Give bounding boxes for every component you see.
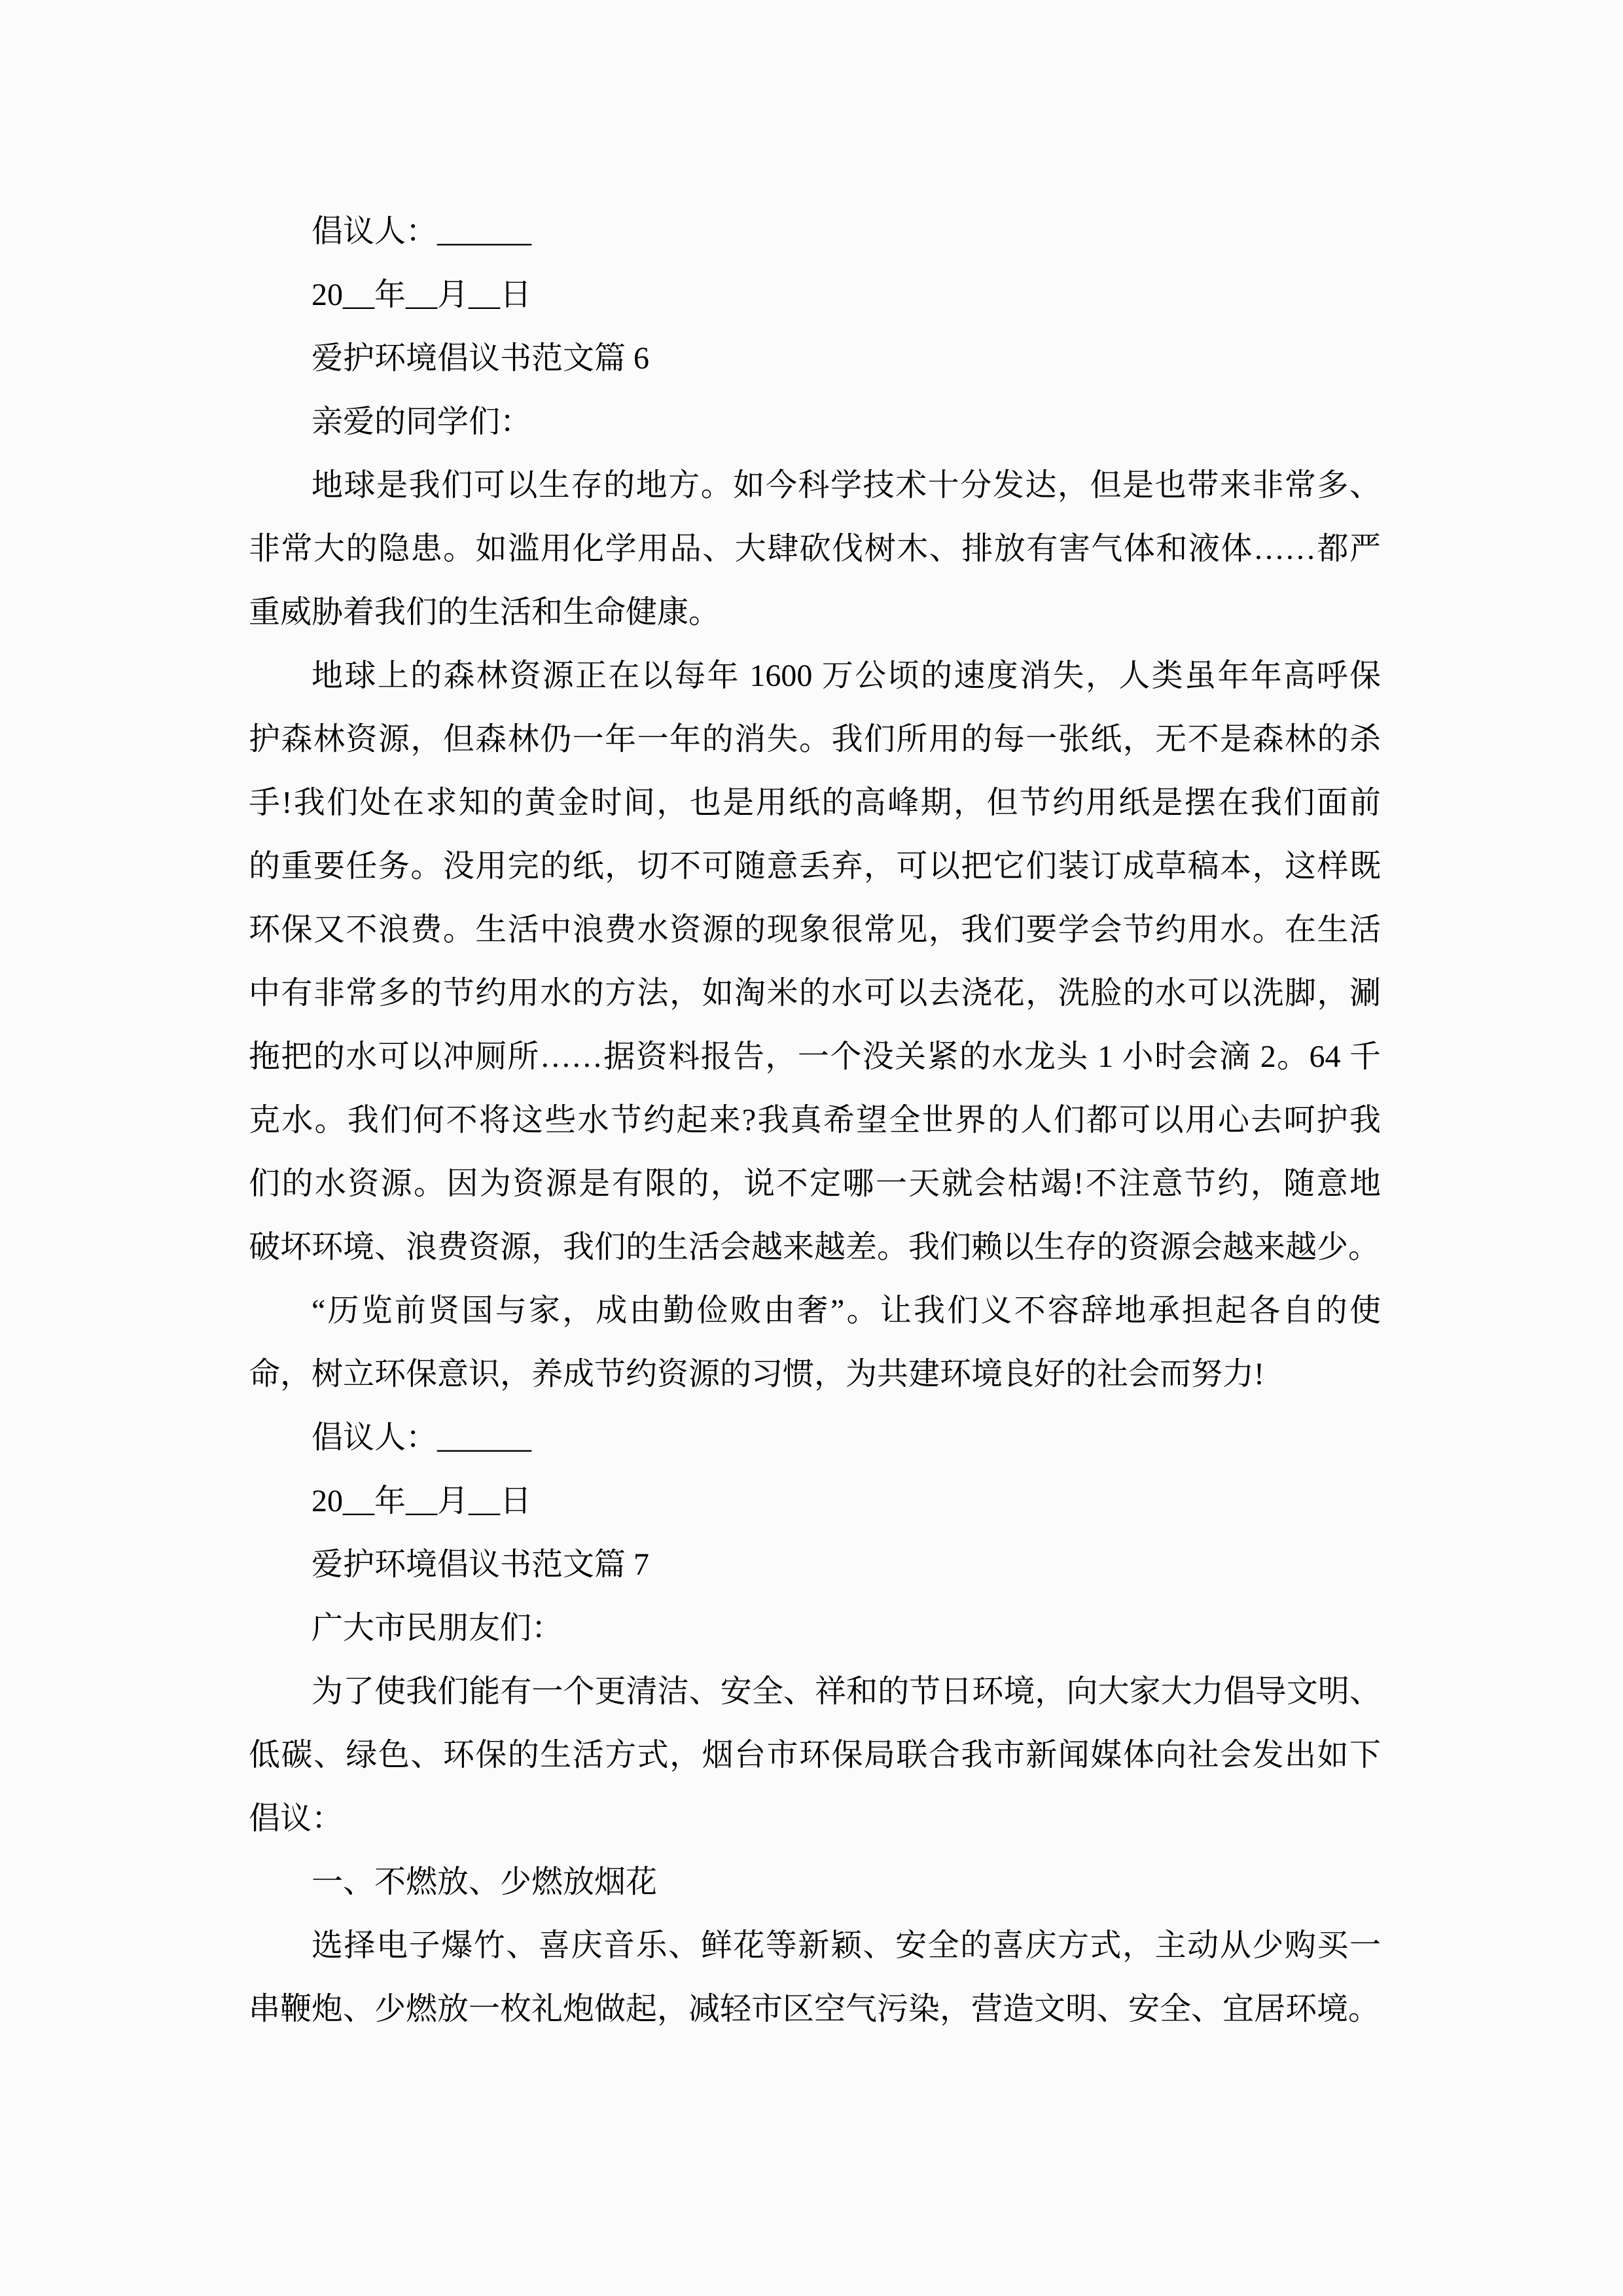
document-line: 地球上的森林资源正在以每年 1600 万公顷的速度消失，人类虽年年高呼保 (312, 658, 1381, 693)
document-line: 20__年__月__日 (312, 278, 532, 312)
document-line: 环保又不浪费。生活中浪费水资源的现象很常见，我们要学会节约用水。在生活 (249, 912, 1381, 947)
document-line: 倡议人：______ (312, 1420, 532, 1455)
document-line: 们的水资源。因为资源是有限的，说不定哪一天就会枯竭!不注意节约，随意地 (249, 1166, 1381, 1201)
document-line: 爱护环境倡议书范文篇 7 (312, 1547, 650, 1582)
document-line: 亲爱的同学们： (312, 404, 532, 439)
document-line: 低碳、绿色、环保的生活方式，烟台市环保局联合我市新闻媒体向社会发出如下 (249, 1738, 1381, 1772)
document-line: 命，树立环保意识，养成节约资源的习惯，为共建环境良好的社会而努力! (249, 1357, 1264, 1391)
document-line: 倡议： (249, 1801, 344, 1836)
document-line: 串鞭炮、少燃放一枚礼炮做起，减轻市区空气污染，营造文明、安全、宜居环境。 (249, 1992, 1380, 2026)
document-line: 的重要任务。没用完的纸，切不可随意丢弃，可以把它们装订成草稿本，这样既 (249, 849, 1381, 884)
document-line: 广大市民朋友们： (312, 1611, 563, 1645)
document-line: 拖把的水可以冲厕所……据资料报告，一个没关紧的水龙头 1 小时会滴 2。64 千 (249, 1039, 1381, 1074)
document-body (249, 200, 1381, 2041)
document-line: 克水。我们何不将这些水节约起来?我真希望全世界的人们都可以用心去呵护我 (249, 1103, 1381, 1138)
document-line: 手!我们处在求知的黄金时间，也是用纸的高峰期，但节约用纸是摆在我们面前 (249, 785, 1381, 820)
document-line: 爱护环境倡议书范文篇 6 (312, 341, 650, 376)
document-line: 破坏环境、浪费资源，我们的生活会越来越差。我们赖以生存的资源会越来越少。 (249, 1230, 1380, 1265)
document-line: 重威胁着我们的生活和生命健康。 (249, 595, 721, 630)
document-line: 一、不燃放、少燃放烟花 (312, 1865, 658, 1899)
document-line: 20__年__月__日 (312, 1484, 532, 1518)
document-line: 为了使我们能有一个更清洁、安全、祥和的节日环境，向大家大力倡导文明、 (312, 1674, 1381, 1709)
document-line: 地球是我们可以生存的地方。如今科学技术十分发达，但是也带来非常多、 (312, 468, 1381, 503)
document-line: 倡议人：______ (312, 214, 532, 249)
document-line: 中有非常多的节约用水的方法，如淘米的水可以去浇花，洗脸的水可以洗脚，涮 (249, 976, 1381, 1011)
document-line: 选择电子爆竹、喜庆音乐、鲜花等新颖、安全的喜庆方式，主动从少购买一 (312, 1928, 1381, 1963)
document-line: 非常大的隐患。如滥用化学用品、大肆砍伐树木、排放有害气体和液体……都严 (249, 531, 1381, 566)
document-line: “历览前贤国与家，成由勤俭败由奢”。让我们义不容辞地承担起各自的使 (312, 1293, 1381, 1328)
document-line: 护森林资源，但森林仍一年一年的消失。我们所用的每一张纸，无不是森林的杀 (249, 722, 1381, 757)
